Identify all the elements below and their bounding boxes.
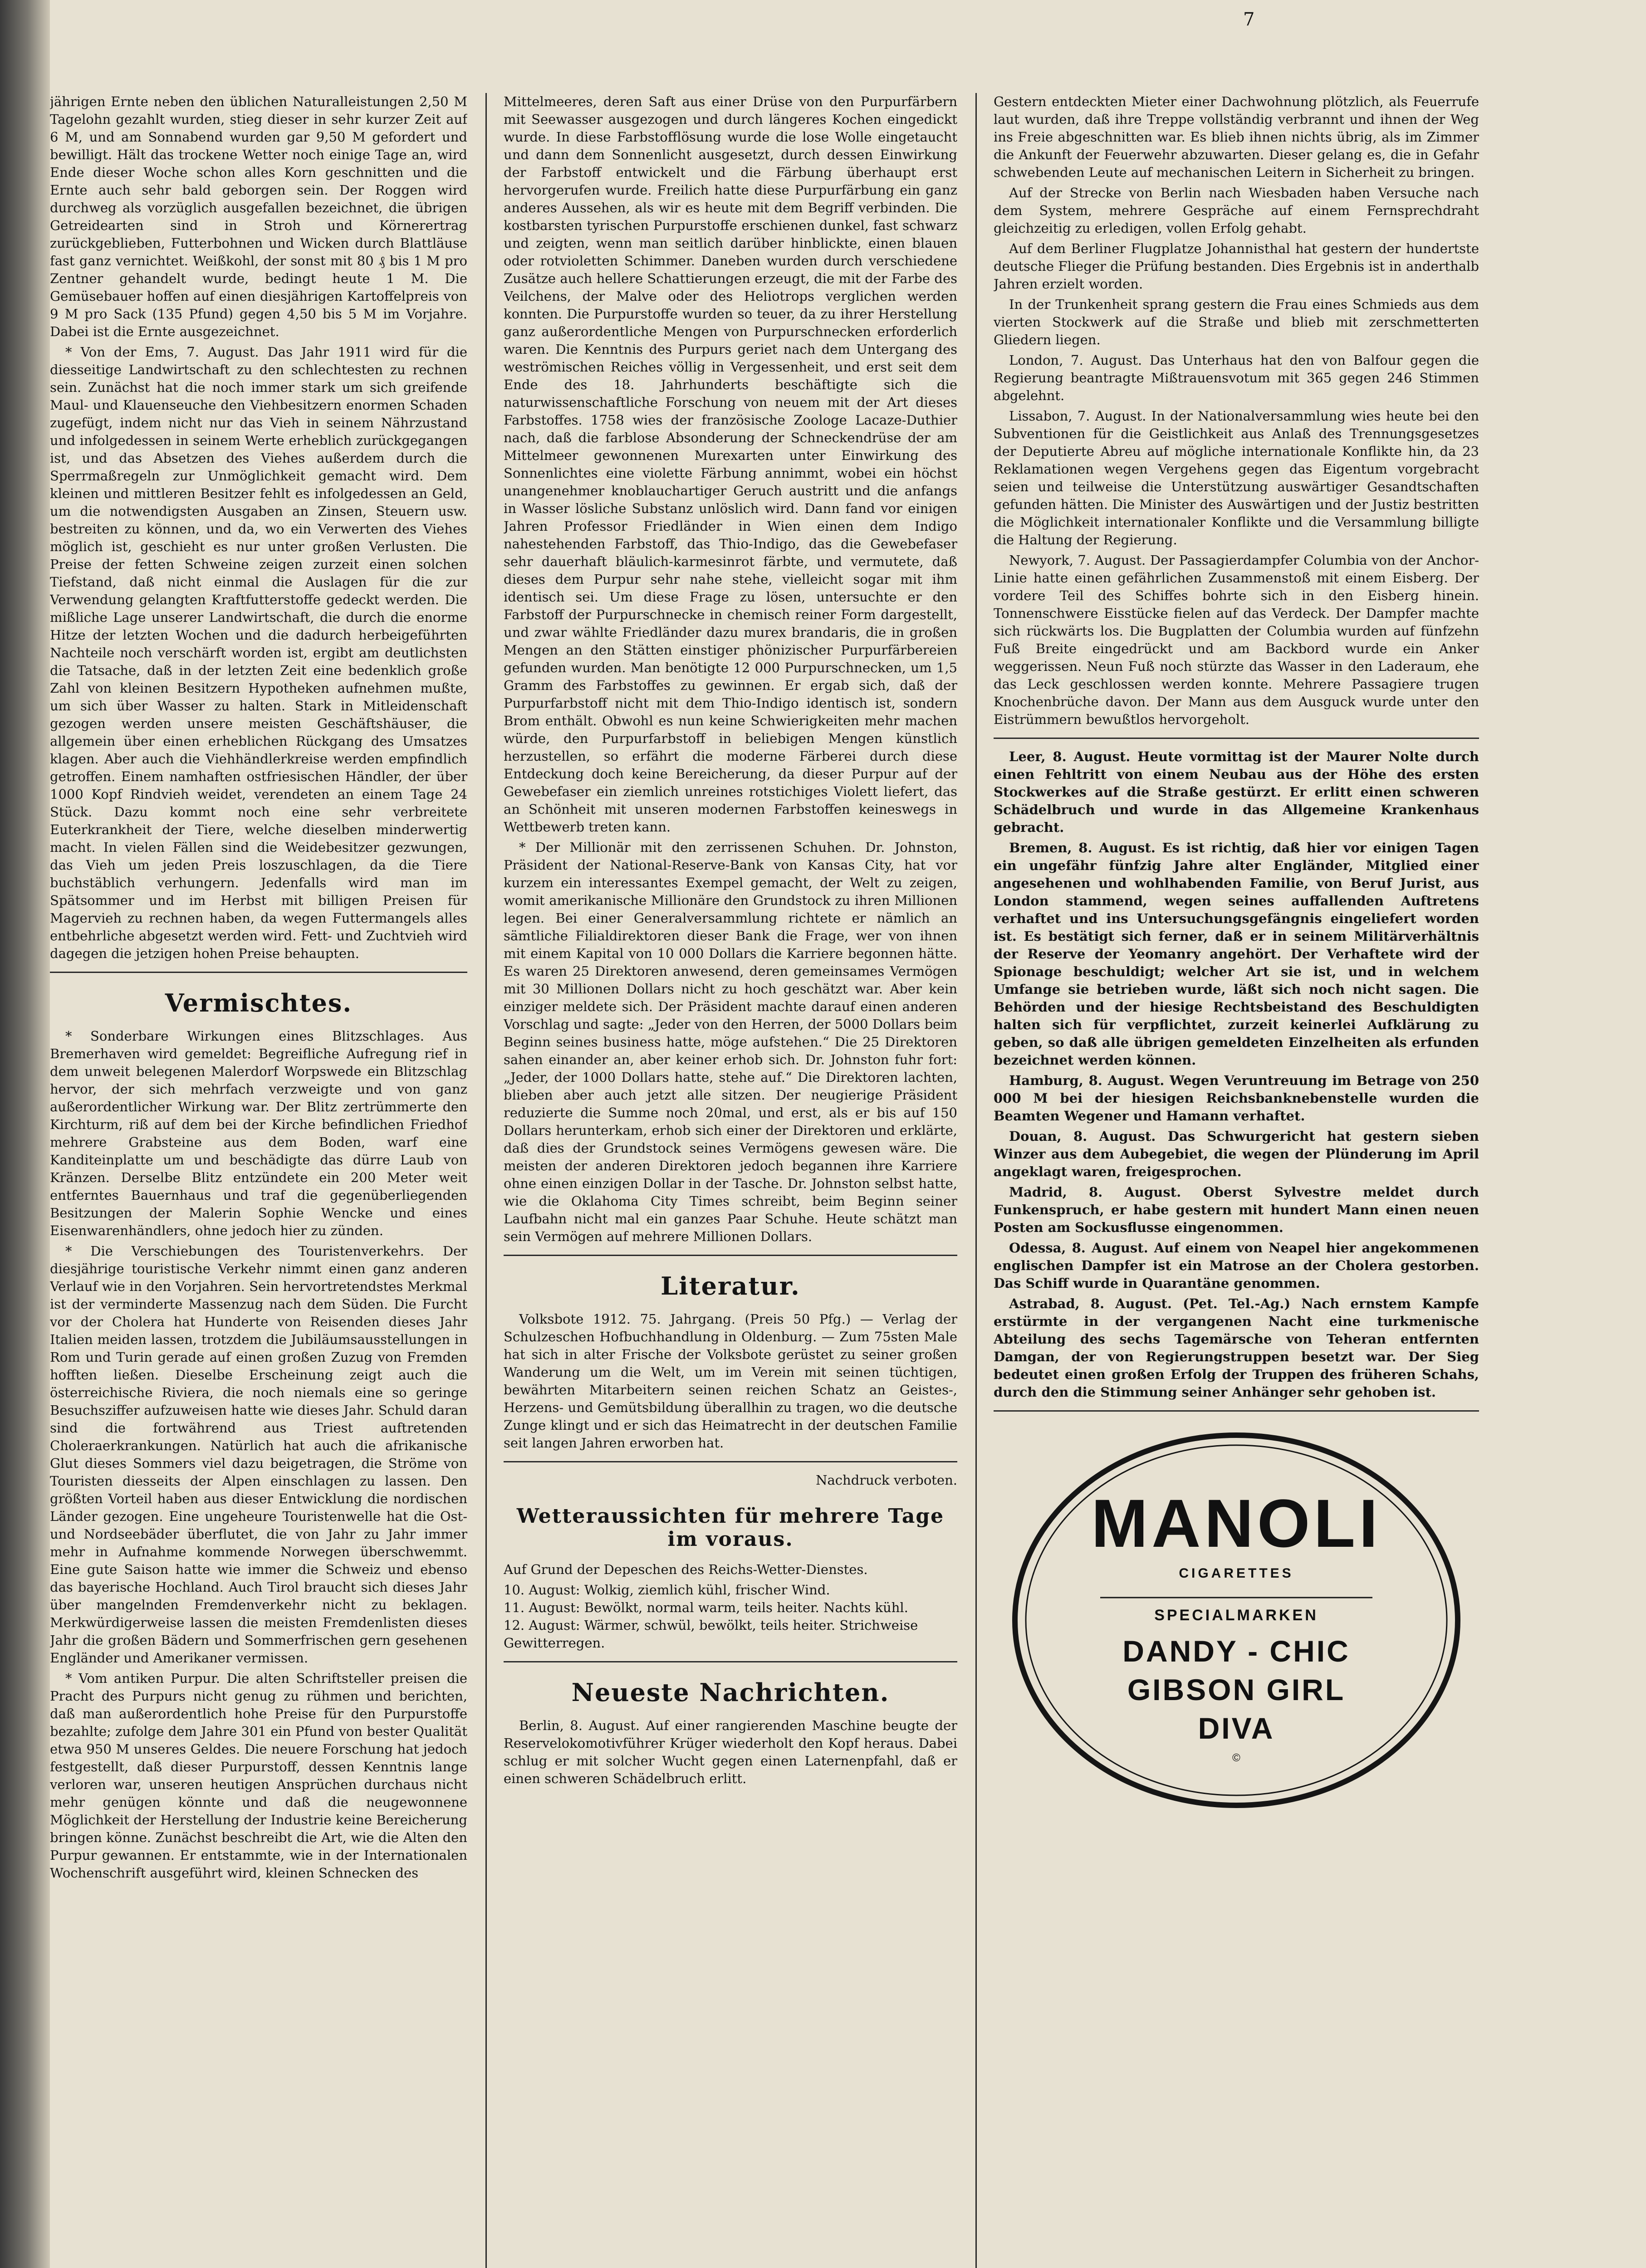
book-binding [0, 0, 50, 2268]
article-newyork: Newyork, 7. August. Der Passagierdampfer Columbia von der Anchor-Linie hatte einen gefährlichen Zusammenstoß mit einem Eisberg. Der vordere Teil des Schiffes bohrte sich in den Eisberg hinein. Tonnenschwere Eisstücke fielen auf das Verdeck. Der Dampfer machte sich rückwärts los. Die Bugplatten der Columbia wurden auf fünfzehn Fuß Breite eingedrückt und am Backbord wurde ein Anker weggerissen. Neun Fuß noch stürzte das Wasser in den Laderaum, ehe das Leck geschlossen werden konnte. Mehrere Passagiere trugen Knochenbrüche davon. Der Mann aus dem Ausguck wurde unter den Eistrümmern bewußtlos hervorgeholt. [994, 552, 1479, 727]
divider [504, 1461, 957, 1462]
weather-day: 11. August: Bewölkt, normal warm, teils heiter. Nachts kühl. [504, 1600, 908, 1615]
column-3 [994, 93, 1479, 2268]
article-fernsprech: Auf der Strecke von Berlin nach Wiesbaden haben Versuche nach dem System, mehrere Gespräche auf einem Fernsprechdraht gleichzeitig zu erledigen, vollen Erfolg gehabt. [994, 185, 1479, 236]
divider [504, 1255, 957, 1256]
divider [504, 1661, 957, 1662]
article-berlin: Berlin, 8. August. Auf einer rangierenden Maschine beugte der Reservelokomotivführer Krüger wiederholt den Kopf heraus. Dabei schlug er mit solcher Wucht gegen einen Laternenpfahl, daß er einen schweren Schädelbruch erlitt. [504, 1718, 957, 1786]
ad-subtitle: CIGARETTES [1179, 1566, 1294, 1581]
weather-day: 10. August: Wolkig, ziemlich kühl, frischer Wind. [504, 1582, 830, 1598]
weather-intro: Auf Grund der Depeschen des Reichs-Wetter-Dienstes. [504, 1562, 868, 1577]
article-trunkenheit: In der Trunkenheit sprang gestern die Frau eines Schmieds aus dem vierten Stockwerk auf die Straße und blieb mit zerschmetterten Gliedern liegen. [994, 297, 1479, 347]
bulletin-leer: Leer, 8. August. Heute vormittag ist der Maurer Nolte durch einen Fehltritt von einem Neubau aus der Höhe des ersten Stockwerkes auf die Straße gestürzt. Er erlitt einen schweren Schädelbruch und wurde in das Allgemeine Krankenhaus gebracht. [994, 749, 1479, 835]
reprint-notice: Nachdruck verboten. [816, 1472, 957, 1488]
article-lissabon: Lissabon, 7. August. In der Nationalversammlung wies heute bei den Subventionen für die Geistlichkeit aus Anlaß des Trennungsgesetzes der Deputierte Abreu auf mögliche internationale Konflikte hin, da 23 Reklamationen wegen Vergehens gegen das Eigentum vorgebracht seien und teilweise die Unterstützung auswärtiger Gesandtschaften gefunden hätten. Die Minister des Auswärtigen und der Justiz bestritten die Möglichkeit internationaler Konflikte und die Versammlung billigte die Haltung der Regierung. [994, 408, 1479, 547]
article-millionaer: * Der Millionär mit den zerrissenen Schuhen. Dr. Johnston, Präsident der National-Reserve-Bank von Kansas City, hat vor kurzem ein interessantes Exempel gemacht, der Welt zu zeigen, womit amerikanische Millionäre den Grundstock zu ihren Millionen legen. Bei einer Generalversammlung richtete er nämlich an sämtliche Filialdirektoren dieser Bank die Frage, wer von ihnen mit einem Kapital von 10 000 Dollars die Karriere begonnen hätte. Es waren 25 Direktoren anwesend, deren gemeinsames Vermögen mit 30 Millionen Dollars nicht zu hoch geschätzt war. Aber kein einziger meldete sich. Der Präsident machte darauf einen anderen Vorschlag und sagte: „Jeder von den Herren, der 5000 Dollars beim Beginn seines business hatte, möge aufstehen.“ Die 25 Direktoren sahen einander an, aber keiner erhob sich. Dr. Johnston fuhr fort: „Jeder, der 1000 Dollars hatte, stehe auf.“ Die Direktoren lachten, blieben aber auch jetzt alle sitzen. Der neugierige Präsident reduzierte die Summe noch 20mal, und erst, als er bis auf 150 Dollars herunterkam, erhob sich einer der Direktoren und erklärte, daß dies der Grundstock seines Vermögens gewesen wäre. Die meisten der anderen Direktoren jedoch begannen ihre Karriere ohne einen einzigen Dollar in der Tasche. Dr. Johnston selbst hatte, wie die Oklahoma City Times schreibt, beim Beginn seiner Laufbahn nicht mal ein ganzes Paar Schuhe. Heute schätzt man sein Vermögen auf mehrere Millionen Dollars. [504, 840, 957, 1244]
column-rule [485, 93, 487, 2268]
article-purpur-continued: Mittelmeeres, deren Saft aus einer Drüse von den Purpurfärbern mit Seewasser ausgezogen und durch längeres Kochen eingedickt wurde. In diese Farbstofflösung wurde die lose Wolle eingetaucht und dann dem Sonnenlicht ausgesetzt, durch dessen Einwirkung der Farbstoff entwickelt und die Färbung überhaupt erst hervorgerufen wurde. Freilich hatte diese Purpurfärbung ein ganz anderes Aussehen, als wir es heute mit dem Begriff verbinden. Die kostbarsten tyrischen Purpurstoffe erschienen dunkel, fast schwarz und zeigten, wenn man seitlich darüber hinblickte, einen blauen oder rotvioletten Schimmer. Daneben wurden durch verschiedene Zusätze auch hellere Schattierungen erzeugt, die mit der Farbe des Veilchens, der Malve oder des Heliotrops verglichen werden konnten. Die Purpurstoffe wurden so teuer, da zu ihrer Herstellung ganz außerordentliche Mengen von Purpurschnecken erforderlich waren. Die Kenntnis des Purpurs geriet nach dem Untergang des weströmischen Reiches völlig in Vergessenheit, und erst seit dem Ende des 18. Jahrhunderts beschäftigte sich die naturwissenschaftliche Forschung von neuem mit der Art dieses Farbstoffes. 1758 wies der französische Zoologe Lacaze-Duthier nach, daß die farblose Absonderung der Schneckendrüse der am Mittelmeer gewonnenen Murexarten unter Einwirkung des Sonnenlichtes eine violette Färbung annimmt, wobei ein höchst unangenehmer knoblauchartiger Geruch austritt und die anfangs in Wasser lösliche Substanz unlöslich wird. Dann fand vor einigen Jahren Professor Friedländer in Wien einen dem Indigo nahestehenden Farbstoff, das Thio-Indigo, das die Gewebefaser sehr dauerhaft bläulich-karmesinrot färbte, und vermutete, daß dieses dem Purpur sehr nahe stehe, vielleicht sogar mit ihm identisch sei. Um diese Frage zu lösen, untersuchte er den Farbstoff der Purpurschnecke in chemisch reiner Form dargestellt, und zwar wählte Friedländer dazu murex brandaris, die in großen Mengen an den Stätten einstiger phönizischer Purpurfärbereien gefunden wurden. Man benötigte 12 000 Purpurschnecken, um 1,5 Gramm des Farbstoffes zu gewinnen. Er ergab sich, daß der Purpurfarbstoff nicht mit dem Thio-Indigo identisch ist, sondern Brom enthält. Obwohl es nun keine Schwierigkeiten mehr machen würde, den Purpurfarbstoff in beliebigen Mengen künstlich herzustellen, so erfährt die moderne Färberei durch diese Entdeckung doch keine Bereicherung, da dieser Purpur auf der Gewebefaser ein ziemlich unreines rotstichiges Violett liefert, das an Schönheit mit unseren modernen Farbstoffen keineswegs in Wettbewerb treten kann. [504, 94, 957, 835]
divider [994, 738, 1479, 739]
column-rule [975, 93, 977, 2268]
page-number: 7 [1243, 9, 1255, 30]
article-blitzschlag: * Sonderbare Wirkungen eines Blitzschlages. Aus Bremerhaven wird gemeldet: Begreifliche Aufregung rief in dem unweit belegenen Malerdorf Worpswede ein Blitzschlag hervor, der sich mehrfach verzweigte und von ganz außerordentlicher Wirkung war. Der Blitz zertrümmerte den Kirchturm, riß auf dem bei der Kirche befindlichen Friedhof mehrere Grabsteine aus dem Boden, warf eine Kanditeinplatte um und beschädigte das dürre Laub von Kränzen. Derselbe Blitz entzündete ein 200 Meter weit entferntes Bauernhaus und traf die gegenüberliegenden Besitzungen der Malerin Sophie Wencke und eines Eisenwarenhändlers, ohne jedoch hier zu zünden. [50, 1028, 467, 1238]
column-2 [504, 93, 957, 2268]
ad-brand-line: GIBSON GIRL [1127, 1673, 1346, 1706]
bulletin-madrid: Madrid, 8. August. Oberst Sylvestre meldet durch Funkenspruch, er habe gestern mit hundert Mann einen neuen Posten am Sockusflusse eingenommen. [994, 1184, 1479, 1235]
bulletin-odessa: Odessa, 8. August. Auf einem von Neapel hier angekommenen englischen Dampfer ist ein Matrose an der Cholera gestorben. Das Schiff wurde in Quarantäne genommen. [994, 1240, 1479, 1291]
ad-brand-line: DIVA [1198, 1711, 1275, 1745]
bulletin-astrabad: Astrabad, 8. August. (Pet. Tel.-Ag.) Nach ernstem Kampfe erstürmte in der vergangenen Nacht eine turkmenische Abteilung des sechs Tagemärsche von Teheran entfernten Damgan, der von Regierungstruppen besetzt war. Der Sieg bedeutet einen großen Erfolg der Truppen des früheren Schahs, durch den die Stimmung seiner Anhänger sehr gehoben ist. [994, 1296, 1479, 1400]
section-heading-literatur: Literatur. [661, 1271, 800, 1300]
ad-copyright: © [1232, 1752, 1240, 1764]
weather-day: 12. August: Wärmer, schwül, bewölkt, teils heiter. Strichweise Gewitterregen. [504, 1618, 918, 1651]
article-dachwohnung: Gestern entdeckten Mieter einer Dachwohnung plötzlich, als Feuerrufe laut wurden, daß ihre Treppe vollständig verbrannt und ihnen der Weg ins Freie abgeschnitten war. Es blieb ihnen nichts übrig, als im Zimmer die Ankunft der Feuerwehr abzuwarten. Dieser gelang es, die in Gefahr schwebenden Leute auf mechanischen Leitern in Sicherheit zu bringen. [994, 94, 1479, 180]
ad-tagline: SPECIALMARKEN [1154, 1607, 1318, 1624]
bulletin-bremen: Bremen, 8. August. Es ist richtig, daß hier vor einigen Tagen ein ungefähr fünfzig Jahre alter Engländer, Mitglied einer angesehenen und wohlhabenden Familie, von Beruf Jurist, aus London stammend, wegen seines auffallenden Auftretens verhaftet und ins Untersuchungsgefängnis eingeliefert worden ist. Es bestätigt sich ferner, daß er in seinem Militärverhältnis der Reserve der Yeomanry angehört. Der Verhaftete wird der Spionage beschuldigt; welcher Art sie ist, und in welchem Umfange sie betrieben wurde, läßt sich noch nicht sagen. Die Behörden und der hiesige Rechtsbeistand des Beschuldigten halten sich für verpflichtet, zurzeit keinerlei Aufklärung zu geben, so daß alle übrigen gemeldeten Einzelheiten als erfunden bezeichnet werden können. [994, 840, 1479, 1068]
newspaper-page [50, 0, 1646, 2268]
manoli-advertisement [1009, 1430, 1463, 1811]
article-ems: * Von der Ems, 7. August. Das Jahr 1911 wird für die diesseitige Landwirtschaft zu den schlechtesten zu rechnen sein. Zunächst hat die noch immer stark um sich greifende Maul- und Klauenseuche den Viehbesitzern enormen Schaden zugefügt, indem nicht nur das Vieh in seinem Nährzustand und infolgedessen in seinem Werte erheblich zurückgegangen ist, und das Absetzen des Viehes außerdem durch die Sperrmaßregeln zur Unmöglichkeit gemacht wird. Dem kleinen und mittleren Besitzer fehlt es infolgedessen an Geld, um die notwendigsten Ausgaben an Zinsen, Steuern usw. bestreiten zu können, und da, wo ein Verwerten des Viehes möglich ist, geschieht es nur unter großen Verlusten. Die Preise der fetten Schweine zeigen zurzeit einen solchen Tiefstand, daß nicht einmal die Auslagen für die zur Verwendung gelangten Kraftfutterstoffe gedeckt werden. Die mißliche Lage unserer Landwirtschaft, die durch die enorme Hitze der letzten Wochen und die dadurch herbeigeführten Nachteile noch verschärft worden ist, ergibt am deutlichsten die Tatsache, daß in der letzten Zeit eine bedenklich große Zahl von kleinen Besitzern Hypotheken aufnehmen mußte, um sich über Wasser zu halten. Stark in Mitleidenschaft gezogen werden unsere meisten Geschäftshäuser, die allgemein über einen erheblichen Rückgang des Umsatzes klagen. Aber auch die Viehhändlerkreise werden empfindlich getroffen. Einem namhaften ostfriesischen Händler, der über 1000 Kopf Rindvieh weidet, verendeten an einem Tage 24 Stück. Dazu kommt noch eine sehr verbreitete Euterkrankheit der Tiere, welche dieselben minderwertig macht. In vielen Fällen sind die Weidebesitzer gezwungen, das Vieh um jeden Preis loszuschlagen, da die Tiere buchstäblich verhungern. Jedenfalls wird man im Spätsommer und im Herbst mit billigen Preisen für Magervieh zu rechnen haben, da wegen Futtermangels alles entbehrliche abgesetzt werden wird. Fett- und Zuchtvieh wird dagegen die jetzigen hohen Preise behaupten. [50, 344, 467, 961]
section-heading-vermischtes: Vermischtes. [165, 988, 353, 1017]
article-volksbote: Volksbote 1912. 75. Jahrgang. (Preis 50 Pfg.) — Verlag der Schulzeschen Hofbuchhandlung in Oldenburg. — Zum 75sten Male hat sich in alter Frische der Volksbote gerüstet zu seiner großen Wanderung um die Welt, um im Verein mit seinen tüchtigen, bewährten Mitarbeitern seinen reichen Schatz an Geistes-, Herzens- und Gemütsbildung überallhin zu tragen, wo die deutsche Zunge klingt und er sich das Heimatrecht in der deutschen Familie seit langen Jahren erworben hat. [504, 1311, 957, 1451]
divider [50, 972, 467, 973]
ad-brand-line: DANDY - CHIC [1122, 1634, 1350, 1668]
section-heading-news: Neueste Nachrichten. [571, 1678, 890, 1707]
article-touristenverkehr: * Die Verschiebungen des Touristenverkehrs. Der diesjährige touristische Verkehr nimmt einen ganz anderen Verlauf wie in den Vorjahren. Sein hervortretendstes Merkmal ist der verminderte Massenzug nach dem Süden. Die Furcht vor der Cholera hat Hunderte von Reisenden dieses Jahr Italien meiden lassen, trotzdem die Jubiläumsausstellungen in Rom und Turin gerade auf einen großen Zuzug von Fremden hofften ließen. Dieselbe Erscheinung zeigt auch die österreichische Riviera, die noch niemals eine so geringe Besuchsziffer aufzuweisen hatte wie dieses Jahr. Schuld daran sind die fortwährend aus Triest auftretenden Choleraerkrankungen. Natürlich hat auch die afrikanische Glut dieses Sommers viel dazu beigetragen, die Ströme von Touristen diesseits der Alpen einschlagen zu lassen. Den größten Vorteil haben aus dieser Entwicklung die nordischen Länder gezogen. Eine ungeheure Touristenwelle hat die Ost- und Nordseebäder überflutet, die von Jahr zu Jahr immer mehr in Aufnahme kommende Norwegen überschwemmt. Eine gute Saison hatte wie immer die Schweiz und ebenso das bayerische Hochland. Auch Tirol braucht sich dieses Jahr über mangelnden Fremdenverkehr nicht zu beklagen. Merkwürdigerweise lassen die meisten Fremdenlisten dieses Jahr die großen Bädern und Sommerfrischen gern gesehenen Engländer und Amerikaner vermissen. [50, 1243, 467, 1666]
article-text: jährigen Ernte neben den üblichen Naturalleistungen 2,50 M Tagelohn gezahlt wurden, stieg dieser in sehr kurzer Zeit auf 6 M, und am Sonnabend wurden gar 9,50 M gefordert und bewilligt. Hält das trockene Wetter noch einige Tage an, wird Ende dieser Woche schon alles Korn geschnitten und die Ernte auch sehr bald geborgen sein. Der Roggen wird durchweg als vorzüglich ausgefallen bezeichnet, die übrigen Getreidearten sind in Stroh und Körnerertrag zurückgeblieben, Futterbohnen und Wicken durch Blattläuse fast ganz vernichtet. Weißkohl, der sonst mit 80 ₰ bis 1 M pro Zentner gehandelt wurde, bedingt heute 1 M. Die Gemüsebauer hoffen auf einen diesjährigen Kartoffelpreis von 9 M pro Sack (135 Pfund) gegen 4,50 bis 5 M im Vorjahre. Dabei ist die Ernte ausgezeichnet. [50, 94, 467, 339]
bulletin-douan: Douan, 8. August. Das Schwurgericht hat gestern sieben Winzer aus dem Aubegebiet, die wegen der Plünderung im April angeklagt waren, freigesprochen. [994, 1129, 1479, 1179]
bulletin-hamburg: Hamburg, 8. August. Wegen Veruntreuung im Betrage von 250 000 M bei der hiesigen Reichsbanknebenstelle wurden die Beamten Wegener und Hamann verhaftet. [994, 1073, 1479, 1124]
divider [994, 1410, 1479, 1412]
article-purpur: * Vom antiken Purpur. Die alten Schriftsteller preisen die Pracht des Purpurs nicht genug zu rühmen und berichten, daß man außerordentlich hohe Preise für den Purpurstoffe bezahlte; zufolge dem Jahre 301 ein Pfund von bester Qualität etwa 950 M unseres Geldes. Die neuere Forschung hat jedoch festgestellt, daß dieser Purpurstoff, dessen Kenntnis lange verloren war, unseren heutigen Ansprüchen durchaus nicht mehr genügen könnte und daß die neugewonnene Möglichkeit der Herstellung der Industrie keine Bereicherung bringen könne. Zunächst beschreibt die Art, wie die Alten den Purpur gewannen. Er entstammte, wie in der Internationalen Wochenschrift ausgeführt wird, kleinen Schnecken des [50, 1671, 467, 1881]
article-flugplatz: Auf dem Berliner Flugplatze Johannisthal hat gestern der hundertste deutsche Flieger die Prüfung bestanden. Dies Ergebnis ist in anderthalb Jahren erzielt worden. [994, 241, 1479, 292]
ad-brand: MANOLI [1091, 1485, 1381, 1561]
column-1 [50, 93, 467, 2268]
section-heading-weather: Wetteraussichten für mehrere Tage im voraus. [516, 1505, 945, 1551]
article-london: London, 7. August. Das Unterhaus hat den von Balfour gegen die Regierung beantragte Mißtrauensvotum mit 365 gegen 246 Stimmen abgelehnt. [994, 352, 1479, 403]
